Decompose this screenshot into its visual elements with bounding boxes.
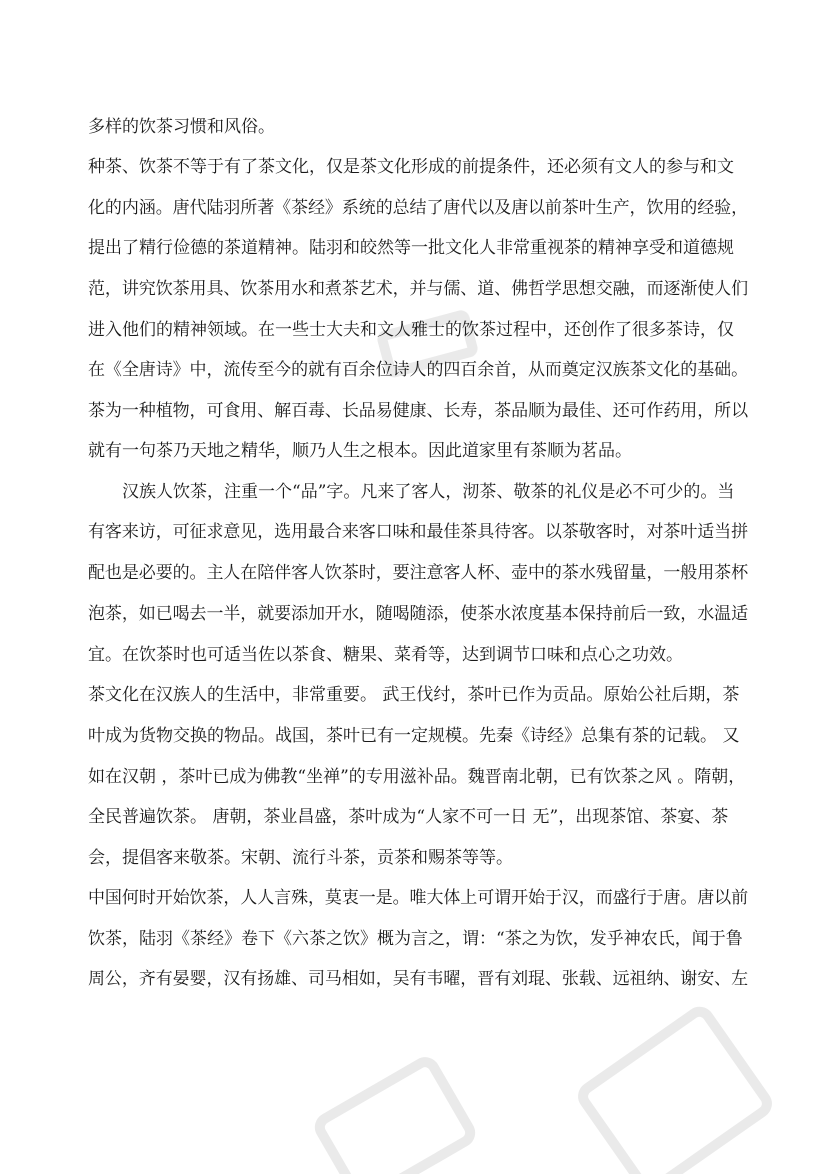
text-line: 饮茶，陆羽《茶经》卷下《六茶之饮》概为言之，谓：“茶之为饮，发乎神农氏，闻于鲁 [88, 929, 743, 949]
text-line: 泡茶，如已喝去一半，就要添加开水，随喝随添，使茶水浓度基本保持前后一致，水温适 [88, 604, 748, 624]
text-line: 如在汉朝 ，茶叶已成为佛教“坐禅”的专用滋补品。魏晋南北朝，已有饮茶之风 。隋朝， [88, 767, 746, 787]
text-line: 中国何时开始饮茶，人人言殊，莫衷一是。唯大体上可谓开始于汉，而盛行于唐。唐以前 [88, 888, 748, 908]
text-line: 茶为一种植物，可食用、解百毒、长品易健康、长寿，茶品顺为最佳、还可作药用，所以 [88, 401, 748, 421]
text-line: 就有一句茶乃天地之精华，顺乃人生之根本。因此道家里有茶顺为茗品。 [88, 441, 632, 461]
text-line: 叶成为货物交换的物品。战国，茶叶已有一定规模。先秦《诗经》总集有茶的记载。 又 [88, 726, 740, 746]
text-line: 多样的饮茶习惯和风俗。 [88, 117, 275, 137]
text-line: 会，提倡客来敬茶。宋朝、流行斗茶，贡茶和赐茶等等。 [88, 848, 513, 868]
text-line: 进入他们的精神领域。在一些士大夫和文人雅士的饮茶过程中，还创作了很多茶诗，仅 [88, 320, 734, 340]
text-line: 全民普遍饮茶。 唐朝，茶业昌盛，茶叶成为“人家不可一日 无”，出现茶馆、茶宴、茶 [88, 807, 729, 827]
text-line: 茶文化在汉族人的生活中，非常重要。 武王伐纣，茶叶已作为贡品。原始公社后期，茶 [88, 685, 740, 705]
text-line: 种茶、饮茶不等于有了茶文化，仅是茶文化形成的前提条件，还必须有文人的参与和文 [88, 157, 734, 177]
text-line: 配也是必要的。主人在陪伴客人饮茶时，要注意客人杯、壶中的茶水残留量，一般用茶杯 [88, 563, 748, 583]
text-line: 周公，齐有晏婴，汉有扬雄、司马相如，吴有韦曜，晋有刘琨、张载、远祖纳、谢安、左 [88, 969, 748, 989]
text-line: 有客来访，可征求意见，选用最合来客口味和最佳茶具待客。以茶敬客时，对茶叶适当拼 [88, 522, 748, 542]
text-line: 范，讲究饮茶用具、饮茶用水和煮茶艺术，并与儒、道、佛哲学思想交融，而逐渐使人们 [88, 279, 748, 299]
text-line: 在《全唐诗》中，流传至今的就有百余位诗人的四百余首，从而奠定汉族茶文化的基础。 [88, 360, 748, 380]
text-line: 汉族人饮茶，注重一个“品”字。凡来了客人，沏茶、敬茶的礼仪是必不可少的。当 [122, 482, 735, 502]
text-line: 宜。在饮茶时也可适当佐以茶食、糖果、菜肴等，达到调节口味和点心之功效。 [88, 645, 683, 665]
text-line: 提出了精行俭德的茶道精神。陆羽和皎然等一批文化人非常重视茶的精神享受和道德规 [88, 238, 734, 258]
text-line: 化的内涵。唐代陆羽所著《茶经》系统的总结了唐代以及唐以前茶叶生产，饮用的经验， [88, 198, 748, 218]
